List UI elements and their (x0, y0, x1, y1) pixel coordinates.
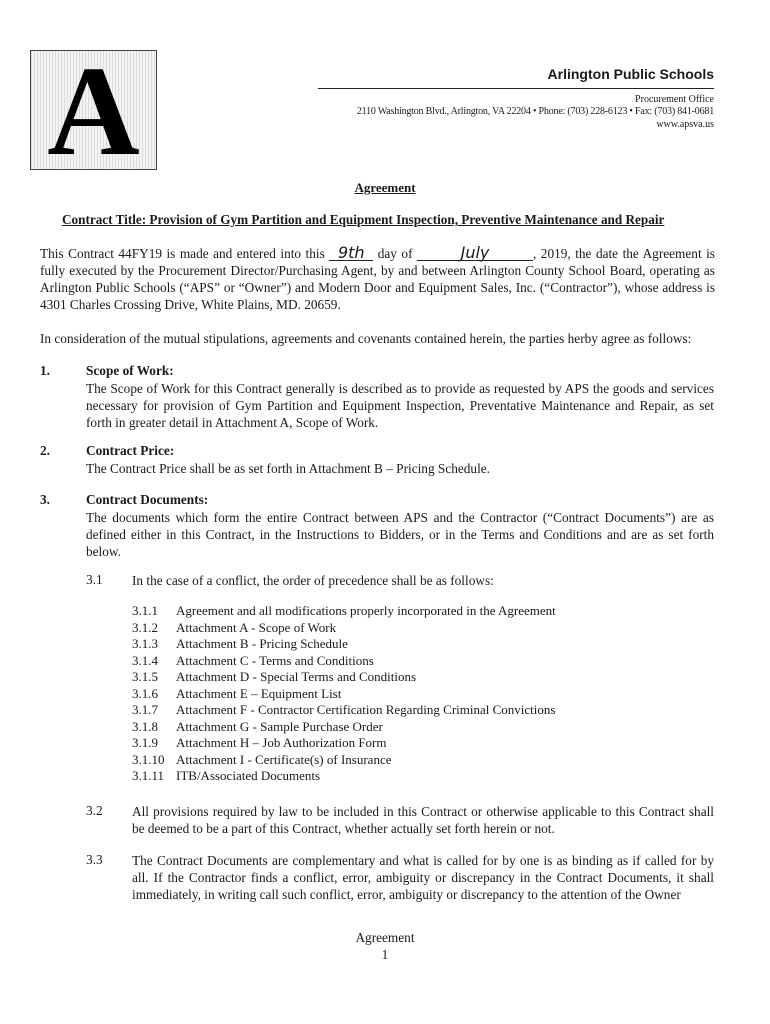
logo-letter: A (47, 40, 140, 182)
list-item-number: 3.1.7 (132, 702, 158, 717)
section-body: The Contract Price shall be as set forth in Attachment B – Pricing Schedule. (86, 461, 490, 476)
section-heading: Contract Documents: (86, 492, 209, 507)
list-item-number: 3.1.6 (132, 685, 158, 701)
footer-label: Agreement (355, 930, 415, 945)
list-item-text: Attachment I - Certificate(s) of Insurance (176, 751, 392, 767)
aps-logo (30, 40, 157, 182)
list-item-text: Agreement and all modifications properly incorporated in the Agreement (176, 603, 556, 618)
website-link[interactable]: www.apsva.us (656, 119, 714, 130)
list-item-text: Attachment G - Sample Purchase Order (176, 718, 383, 734)
list-item-number: 3.1.5 (132, 669, 158, 684)
list-item-number: 3.1.8 (132, 718, 158, 734)
list-item-number: 3.1.11 (132, 768, 165, 783)
list-item-text: Attachment B - Pricing Schedule (176, 636, 348, 651)
section-heading: Scope of Work: (86, 363, 174, 378)
list-item-text: Attachment E – Equipment List (176, 685, 342, 701)
subsection-number: 3.2 (86, 803, 103, 818)
list-item (132, 686, 556, 703)
list-item (132, 768, 556, 785)
list-item-number: 3.1.10 (132, 751, 165, 767)
section-number: 2. (40, 443, 50, 458)
list-item-text: Attachment D - Special Terms and Conditions (176, 669, 417, 684)
list-item-number: 3.1.2 (132, 619, 158, 635)
intro-before-day: This Contract 44FY19 is made and entered into this (40, 246, 325, 261)
list-item-number: 3.1.9 (132, 735, 158, 750)
section-number: 3. (40, 492, 50, 507)
list-item-text: Attachment A - Scope of Work (176, 619, 337, 635)
section-number: 1. (40, 363, 50, 378)
subsection-text: The Contract Documents are complementary and what is called for by one is as binding as if called for by all. If the Contractor finds a conflict, error, ambiguity or discrepancy in the Contract Documents, it shall immediately, in writing call such conflict, error, ambiguity or discrepancy to the attention of the Owner (132, 853, 714, 902)
list-item-text: Attachment H – Job Authorization Form (176, 735, 387, 750)
list-item-text: ITB/Associated Documents (176, 768, 321, 783)
list-item-text: Attachment C - Terms and Conditions (176, 652, 374, 668)
list-item-number: 3.1.4 (132, 652, 158, 668)
list-item (132, 603, 556, 620)
office-name: Procurement Office (635, 94, 714, 105)
contract-title: Contract Title: Provision of Gym Partition and Equipment Inspection, Preventive Maintenance and Repair (62, 212, 665, 227)
intro-middle: day of (377, 246, 413, 261)
precedence-list (132, 603, 556, 785)
section-body: The documents which form the entire Contract between APS and the Contractor (“Contract Documents”) are as defined either in this Contract, in the Instructions to Bidders, or in the Terms and Conditions and are as set forth below. (86, 510, 714, 559)
list-item-number: 3.1.1 (132, 603, 158, 618)
list-item (132, 735, 556, 752)
subsection-number: 3.3 (86, 852, 103, 867)
section-body: The Scope of Work for this Contract generally is described as to provide as requested by APS the goods and services necessary for provision of Gym Partition and Equipment Inspection, Preventative Maintenance and Repair, as set forth in greater detail in Attachment A, Scope of Work. (86, 381, 714, 430)
subsection-text: In the case of a conflict, the order of precedence shall be as follows: (132, 573, 494, 588)
month-fill: July (417, 246, 533, 261)
section-heading: Contract Price: (86, 443, 175, 458)
list-item (132, 620, 556, 637)
subsection-text: All provisions required by law to be included in this Contract or otherwise applicable to this Contract shall be deemed to be a part of this Contract, whether actually set forth herein or not. (132, 804, 714, 836)
intro-paragraph (40, 245, 715, 313)
document-title: Agreement (354, 180, 416, 195)
page-number: 1 (381, 947, 389, 962)
list-item (132, 702, 556, 719)
list-item (132, 669, 556, 686)
list-item (132, 752, 556, 769)
organization-name: Arlington Public Schools (547, 66, 714, 82)
list-item-text: Attachment F - Contractor Certification Regarding Criminal Convictions (176, 702, 556, 717)
list-item (132, 719, 556, 736)
day-fill: 9th (329, 246, 373, 261)
intro-after: , 2019, the date the Agreement is fully executed by the Procurement Director/Purchasing Agent, by and between Arlington County School Board, operating as Arlington Public Schools (“APS” or “Owner”) and Modern Door and Equipment Sales, Inc. (“Contractor”), whose address is 4301 Charles Crossing Drive, White Plains, MD. 20659. (40, 246, 715, 312)
consideration-paragraph: In consideration of the mutual stipulations, agreements and covenants contained herein, the parties herby agree as follows: (40, 331, 692, 346)
office-address: 2110 Washington Blvd., Arlington, VA 22204 • Phone: (703) 228-6123 • Fax: (703) 841-0681 (356, 106, 714, 117)
list-item (132, 636, 556, 653)
header-divider (318, 88, 714, 89)
subsection-number: 3.1 (86, 572, 103, 587)
list-item-number: 3.1.3 (132, 636, 158, 651)
list-item (132, 653, 556, 670)
